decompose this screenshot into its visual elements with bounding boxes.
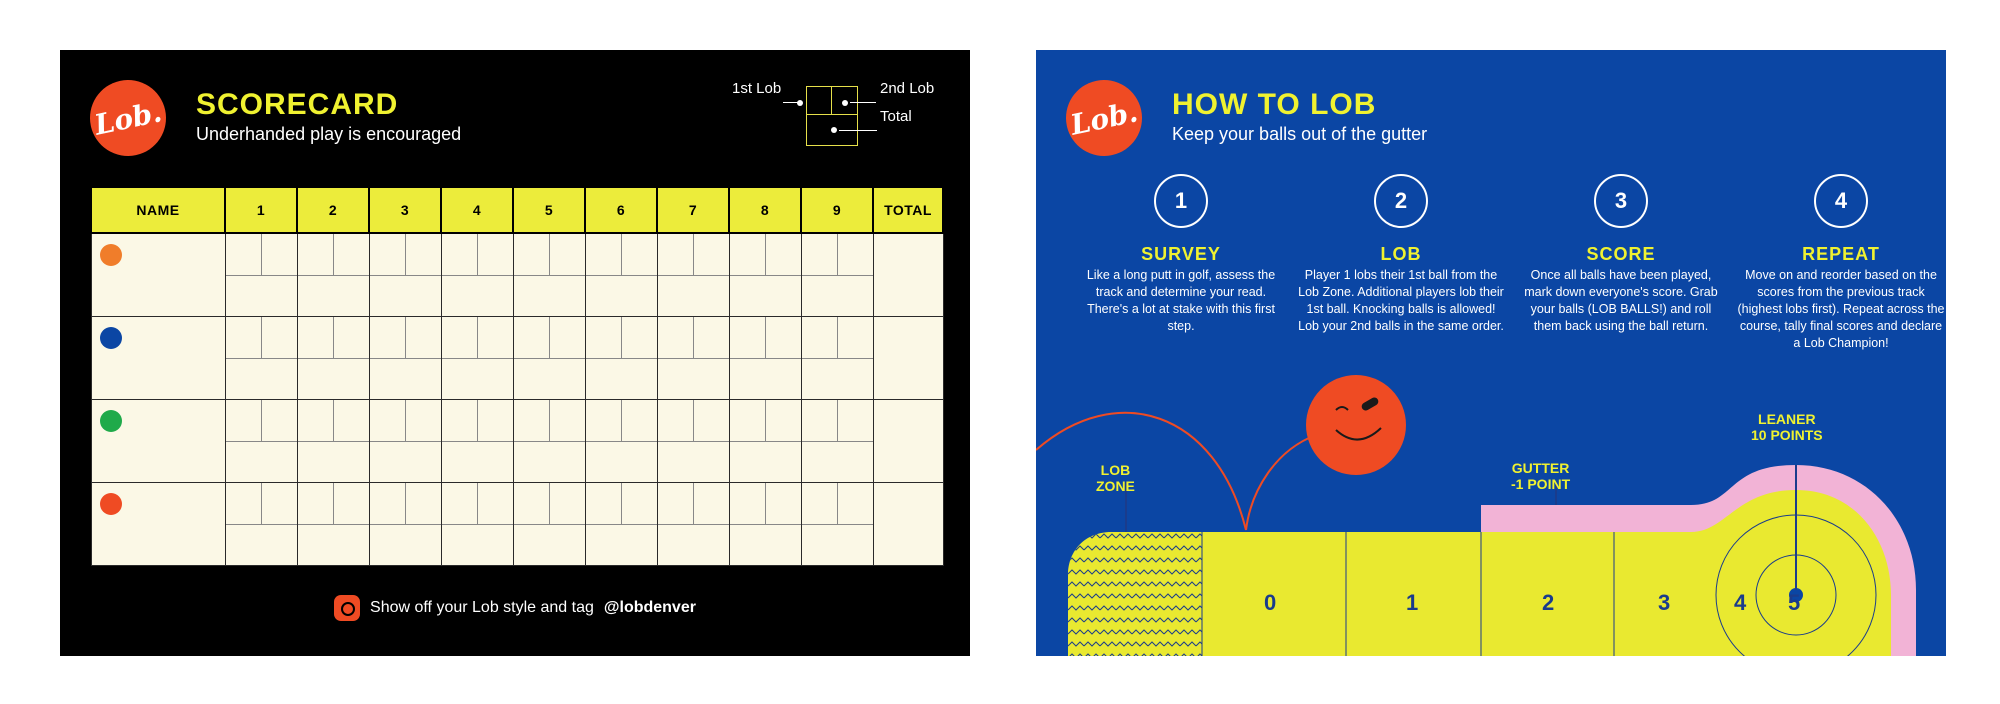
legend-dot xyxy=(842,100,848,106)
scorecard-title: SCORECARD xyxy=(196,88,399,121)
hole-score-cell[interactable] xyxy=(513,400,585,483)
lob-arc xyxy=(1036,413,1246,530)
legend-second-lob: 2nd Lob xyxy=(880,80,935,97)
gutter-label: GUTTER -1 POINT xyxy=(1511,460,1571,492)
step-number: 4 xyxy=(1814,174,1868,228)
howto-title: HOW TO LOB xyxy=(1172,88,1377,121)
hole-score-cell[interactable] xyxy=(513,233,585,317)
lane-score-1: 1 xyxy=(1406,590,1419,615)
header-hole-1: 1 xyxy=(225,187,297,233)
hole-score-cell[interactable] xyxy=(729,400,801,483)
legend-dot xyxy=(831,127,837,133)
hole-score-cell[interactable] xyxy=(297,400,369,483)
hole-score-cell[interactable] xyxy=(657,483,729,566)
hole-score-cell[interactable] xyxy=(657,400,729,483)
player-row xyxy=(91,400,943,483)
step-description: Like a long putt in golf, assess the track and determine your read. There's a lot at stake with this first step. xyxy=(1086,268,1276,333)
hole-score-cell[interactable] xyxy=(585,233,657,317)
player-row xyxy=(91,483,943,566)
how-to-card xyxy=(1036,50,1946,656)
header-total: TOTAL xyxy=(873,187,943,233)
step-title: LOB xyxy=(1380,244,1422,264)
step-title: SCORE xyxy=(1586,244,1656,264)
legend-divider xyxy=(806,114,858,115)
step-number: 1 xyxy=(1154,174,1208,228)
lane-score-5: 5 xyxy=(1788,590,1801,615)
hole-score-cell[interactable] xyxy=(297,317,369,400)
total-score-cell[interactable] xyxy=(873,400,943,483)
footer-text: Show off your Lob style and tag xyxy=(370,599,594,616)
player-color-dot xyxy=(100,244,122,266)
hole-score-cell[interactable] xyxy=(801,233,873,317)
lob-course-illustration xyxy=(1036,50,1946,656)
hole-score-cell[interactable] xyxy=(225,400,297,483)
player-name-cell[interactable] xyxy=(91,233,225,317)
footer xyxy=(60,595,970,621)
header-hole-7: 7 xyxy=(657,187,729,233)
lane-score-4: 4 xyxy=(1734,590,1747,615)
scorecard-subtitle: Underhanded play is encouraged xyxy=(196,124,462,144)
hole-score-cell[interactable] xyxy=(297,483,369,566)
score-table xyxy=(90,186,944,566)
header-hole-2: 2 xyxy=(297,187,369,233)
header-hole-8: 8 xyxy=(729,187,801,233)
legend-divider xyxy=(831,86,832,114)
step-description: Player 1 lobs their 1st ball from the Lob Zone. Additional players lob their 1st ball. Knocking balls is allowed! Lob your 2nd balls in the same order. xyxy=(1298,268,1504,333)
footer-handle[interactable]: @lobdenver xyxy=(603,599,696,616)
step-description: Move on and reorder based on the scores from the previous track (highest lobs first). Repeat across the course, tally final scores and declare a Lob Champion! xyxy=(1737,268,1945,350)
header-hole-4: 4 xyxy=(441,187,513,233)
hole-score-cell[interactable] xyxy=(513,317,585,400)
legend-line xyxy=(850,102,876,103)
scorecard-card xyxy=(60,50,970,656)
lob-logo: Lob. xyxy=(83,73,173,163)
lane-score-2: 2 xyxy=(1542,590,1555,615)
lob-zone-pattern xyxy=(1068,532,1202,656)
player-name-cell[interactable] xyxy=(91,400,225,483)
legend-box xyxy=(806,86,858,146)
hole-score-cell[interactable] xyxy=(441,483,513,566)
lob-logo: Lob. xyxy=(1059,73,1149,163)
hole-score-cell[interactable] xyxy=(225,233,297,317)
header-hole-6: 6 xyxy=(585,187,657,233)
player-color-dot xyxy=(100,410,122,432)
legend-total: Total xyxy=(880,108,912,125)
header-hole-3: 3 xyxy=(369,187,441,233)
lob-zone-label: LOB ZONE xyxy=(1096,462,1135,494)
hole-score-cell[interactable] xyxy=(441,317,513,400)
hole-score-cell[interactable] xyxy=(369,483,441,566)
howto-subtitle: Keep your balls out of the gutter xyxy=(1172,124,1428,144)
hole-score-cell[interactable] xyxy=(225,317,297,400)
legend-dot xyxy=(797,100,803,106)
header-hole-9: 9 xyxy=(801,187,873,233)
total-score-cell[interactable] xyxy=(873,483,943,566)
hole-score-cell[interactable] xyxy=(729,483,801,566)
hole-score-cell[interactable] xyxy=(729,317,801,400)
hole-score-cell[interactable] xyxy=(225,483,297,566)
leaner-label: LEANER 10 POINTS xyxy=(1751,411,1823,443)
hole-score-cell[interactable] xyxy=(369,233,441,317)
hole-score-cell[interactable] xyxy=(657,233,729,317)
hole-score-cell[interactable] xyxy=(585,400,657,483)
step-description: Once all balls have been played, mark down everyone's score. Grab your balls (LOB BALLS!) and roll them back using the ball return. xyxy=(1524,268,1718,333)
step-number: 2 xyxy=(1374,174,1428,228)
lob-ball-character xyxy=(1306,375,1406,475)
score-header-row xyxy=(91,187,943,233)
legend-first-lob: 1st Lob xyxy=(732,80,782,97)
hole-score-cell[interactable] xyxy=(441,233,513,317)
hole-score-cell[interactable] xyxy=(801,317,873,400)
player-row xyxy=(91,233,943,317)
total-score-cell[interactable] xyxy=(873,233,943,317)
player-row xyxy=(91,317,943,400)
hole-score-cell[interactable] xyxy=(369,400,441,483)
hole-score-cell[interactable] xyxy=(369,317,441,400)
hole-score-cell[interactable] xyxy=(657,317,729,400)
hole-score-cell[interactable] xyxy=(801,400,873,483)
step-title: SURVEY xyxy=(1141,244,1221,264)
header-hole-5: 5 xyxy=(513,187,585,233)
lane-score-0: 0 xyxy=(1264,590,1277,615)
hole-score-cell[interactable] xyxy=(801,483,873,566)
player-color-dot xyxy=(100,493,122,515)
player-name-cell[interactable] xyxy=(91,483,225,566)
hole-score-cell[interactable] xyxy=(297,233,369,317)
hole-score-cell[interactable] xyxy=(441,400,513,483)
total-score-cell[interactable] xyxy=(873,317,943,400)
instagram-icon xyxy=(334,595,360,621)
lane-score-3: 3 xyxy=(1658,590,1671,615)
hole-score-cell[interactable] xyxy=(585,483,657,566)
legend-line xyxy=(839,130,877,131)
hole-score-cell[interactable] xyxy=(585,317,657,400)
player-color-dot xyxy=(100,327,122,349)
hole-score-cell[interactable] xyxy=(513,483,585,566)
hole-score-cell[interactable] xyxy=(729,233,801,317)
step-number: 3 xyxy=(1594,174,1648,228)
player-name-cell[interactable] xyxy=(91,317,225,400)
header-name: NAME xyxy=(91,187,225,233)
step-title: REPEAT xyxy=(1802,244,1880,264)
legend-line xyxy=(783,102,799,103)
